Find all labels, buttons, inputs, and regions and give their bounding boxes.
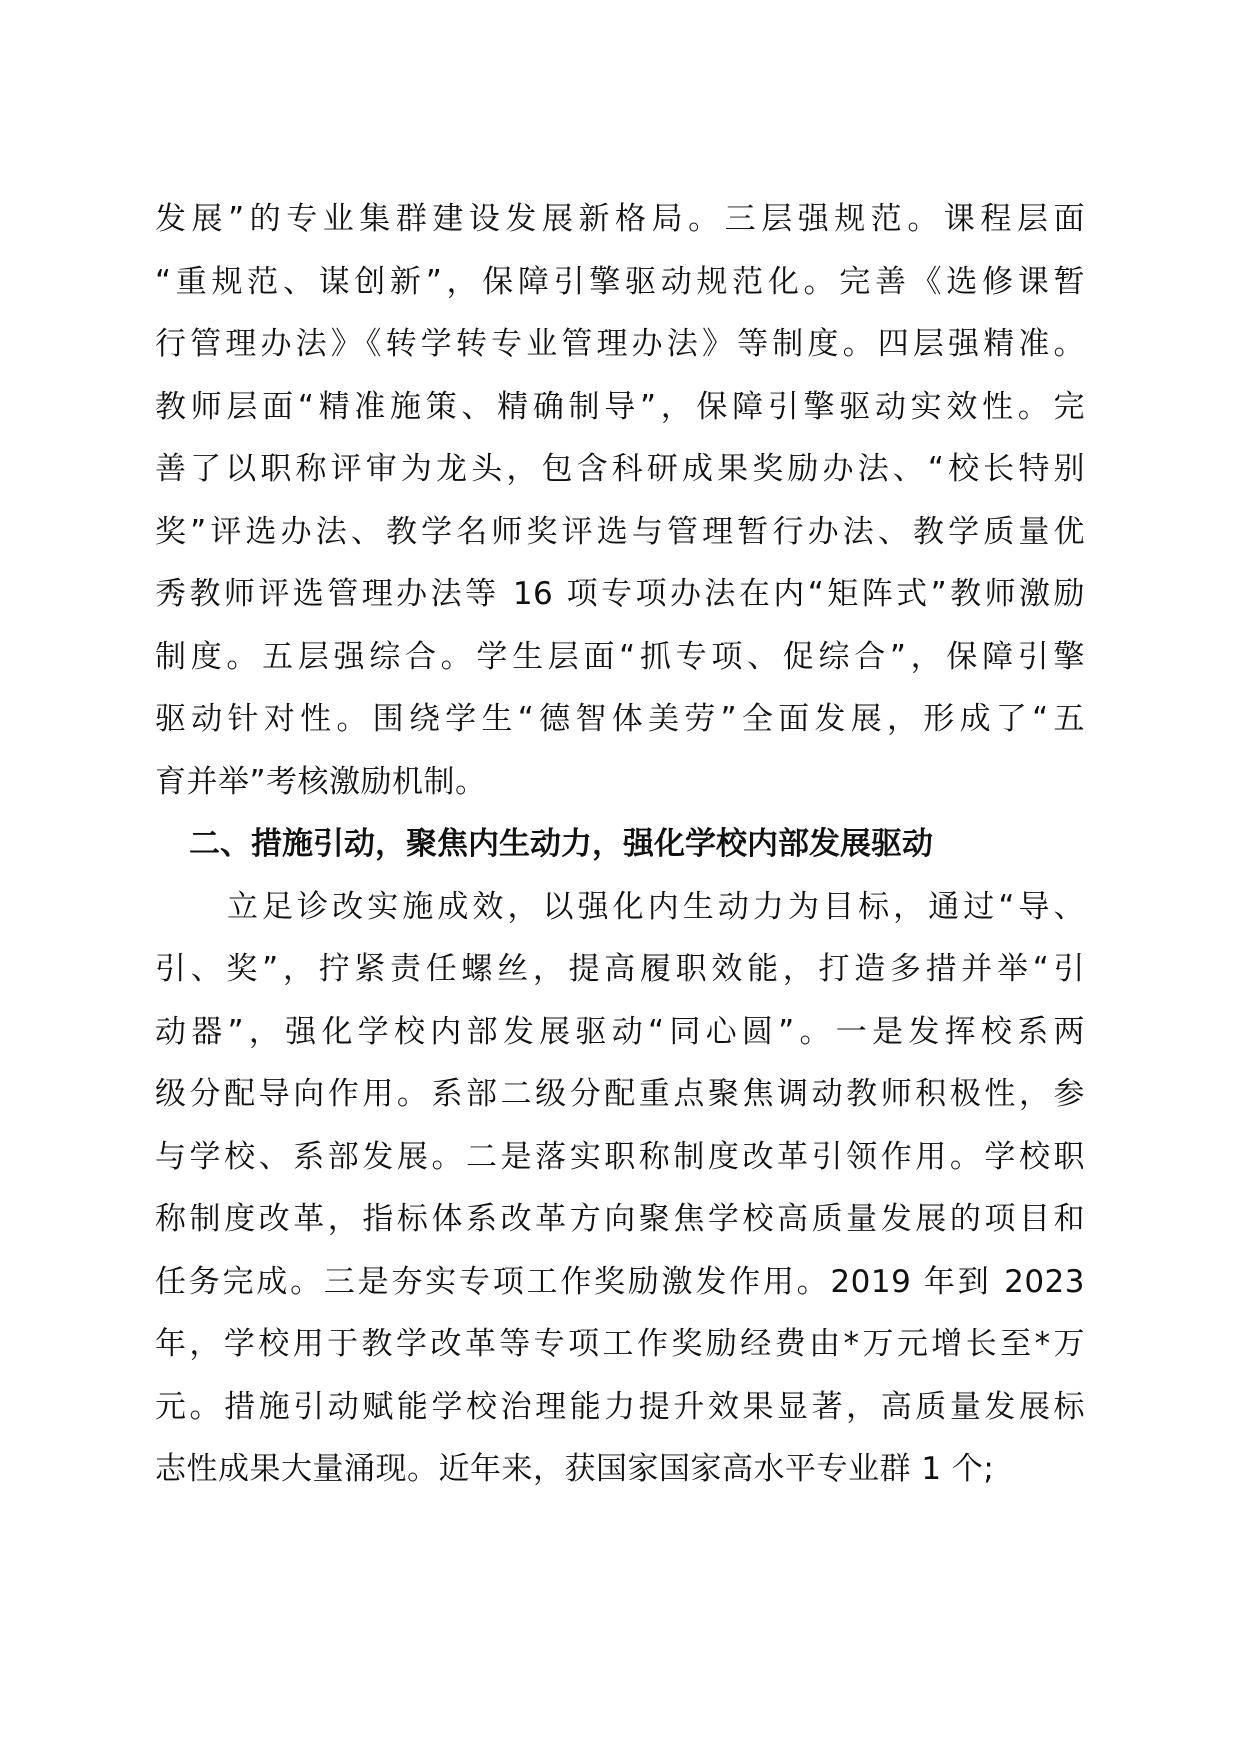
paragraph-line: 称制度改革，指标体系改革方向聚焦学校高质量发展的项目和: [155, 1201, 1085, 1237]
paragraph-line: “重规范、谋创新”，保障引擎驱动规范化。完善《选修课暂: [155, 263, 1085, 300]
paragraph-line: 任务完成。三是夯实专项工作奖励激发作用。2019 年到 2023: [155, 1263, 1085, 1300]
paragraph-line: 动器”，强化学校内部发展驱动“同心圆”。一是发挥校系两: [155, 1013, 1085, 1050]
paragraph-line: 育并举”考核激励机制。: [155, 763, 487, 800]
paragraph-line: 秀教师评选管理办法等 16 项专项办法在内“矩阵式”教师激励: [155, 576, 1085, 612]
paragraph-line: 元。措施引动赋能学校治理能力提升效果显著，高质量发展标: [155, 1388, 1085, 1425]
paragraph-line: 驱动针对性。围绕学生“德智体美劳”全面发展，形成了“五: [155, 701, 1085, 737]
paragraph-line: 与学校、系部发展。二是落实职称制度改革引领作用。学校职: [155, 1138, 1085, 1175]
section-heading: 二、措施引动，聚焦内生动力，强化学校内部发展驱动: [189, 826, 933, 862]
paragraph-line: 立足诊改实施成效，以强化内生动力为目标，通过“导、: [227, 888, 1085, 925]
paragraph-line: 奖”评选办法、教学名师奖评选与管理暂行办法、教学质量优: [155, 513, 1085, 550]
paragraph-line: 年，学校用于教学改革等专项工作奖励经费由*万元增长至*万: [155, 1326, 1085, 1362]
paragraph-line: 善了以职称评审为龙头，包含科研成果奖励办法、“校长特别: [155, 451, 1085, 487]
paragraph-line: 级分配导向作用。系部二级分配重点聚焦调动教师积极性，参: [155, 1076, 1085, 1112]
body-text: [155, 188, 1085, 1501]
paragraph-line: 引、奖”，拧紧责任螺丝，提高履职效能，打造多措并举“引: [155, 951, 1085, 987]
paragraph-line: 行管理办法》《转学转专业管理办法》等制度。四层强精准。: [155, 326, 1085, 362]
paragraph-line: 制度。五层强综合。学生层面“抓专项、促综合”，保障引擎: [155, 638, 1085, 675]
paragraph-line: 教师层面“精准施策、精确制导”，保障引擎驱动实效性。完: [155, 388, 1085, 425]
paragraph-line: 志性成果大量涌现。近年来，获国家国家高水平专业群 1 个;: [155, 1451, 995, 1487]
paragraph-line: 发展”的专业集群建设发展新格局。三层强规范。课程层面: [155, 201, 1085, 237]
